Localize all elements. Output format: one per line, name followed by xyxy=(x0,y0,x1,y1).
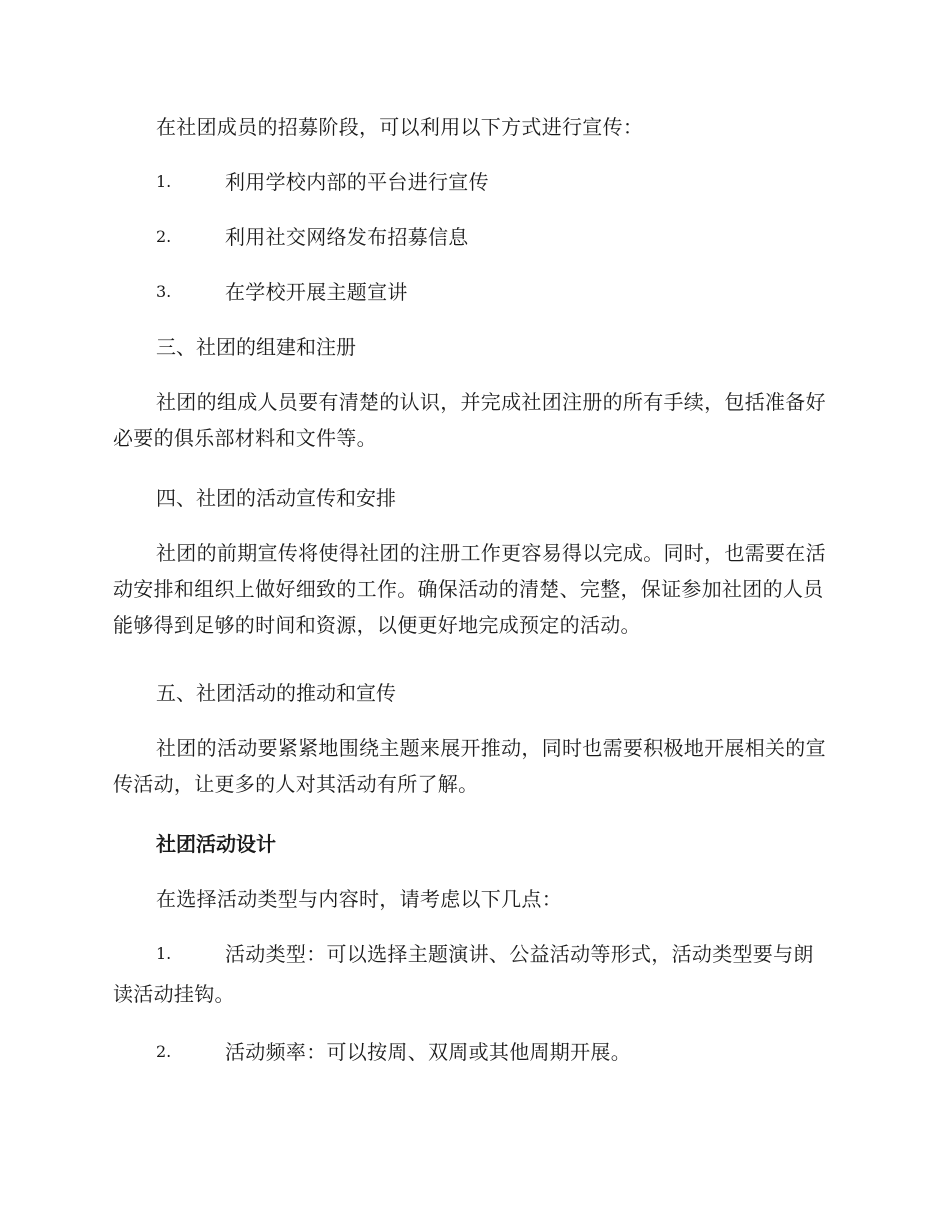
list-text: 活动频率：可以按周、双周或其他周期开展。 xyxy=(225,1040,631,1064)
list-number: 1. xyxy=(156,172,172,191)
section-heading: 四、社团的活动宣传和安排 xyxy=(156,486,396,510)
list-text: 利用学校内部的平台进行宣传 xyxy=(225,170,489,194)
list-item xyxy=(113,162,833,202)
list-text: 活动类型：可以选择主题演讲、公益活动等形式，活动类型要与朗读活动挂钩。 xyxy=(113,942,814,1006)
section-body: 社团的活动要紧紧地围绕主题来展开推动，同时也需要积极地开展相关的宣传活动，让更多的人对其活动有所了解。 xyxy=(113,736,826,796)
list-text: 利用社交网络发布招募信息 xyxy=(225,225,469,249)
list-item xyxy=(113,272,833,312)
list-number: 1. xyxy=(156,944,172,963)
recruit-intro: 在社团成员的招募阶段，可以利用以下方式进行宣传： xyxy=(156,115,644,139)
list-number: 3. xyxy=(156,282,172,301)
list-item xyxy=(113,934,833,1014)
list-number: 2. xyxy=(156,227,172,246)
design-intro: 在选择活动类型与内容时，请考虑以下几点： xyxy=(156,887,562,911)
list-item xyxy=(113,1032,833,1072)
section-heading: 三、社团的组建和注册 xyxy=(156,335,356,359)
section-heading: 五、社团活动的推动和宣传 xyxy=(156,681,396,705)
list-item xyxy=(113,217,833,257)
section-body: 社团的前期宣传将使得社团的注册工作更容易得以完成。同时，也需要在活动安排和组织上做好细致的工作。确保活动的清楚、完整，保证参加社团的人员能够得到足够的时间和资源，以便更好地完成预定的活动。 xyxy=(113,541,826,637)
design-heading: 社团活动设计 xyxy=(156,832,276,856)
list-number: 2. xyxy=(156,1042,172,1061)
section-body: 社团的组成人员要有清楚的认识，并完成社团注册的所有手续，包括准备好必要的俱乐部材料和文件等。 xyxy=(113,390,826,450)
list-text: 在学校开展主题宣讲 xyxy=(225,280,408,304)
